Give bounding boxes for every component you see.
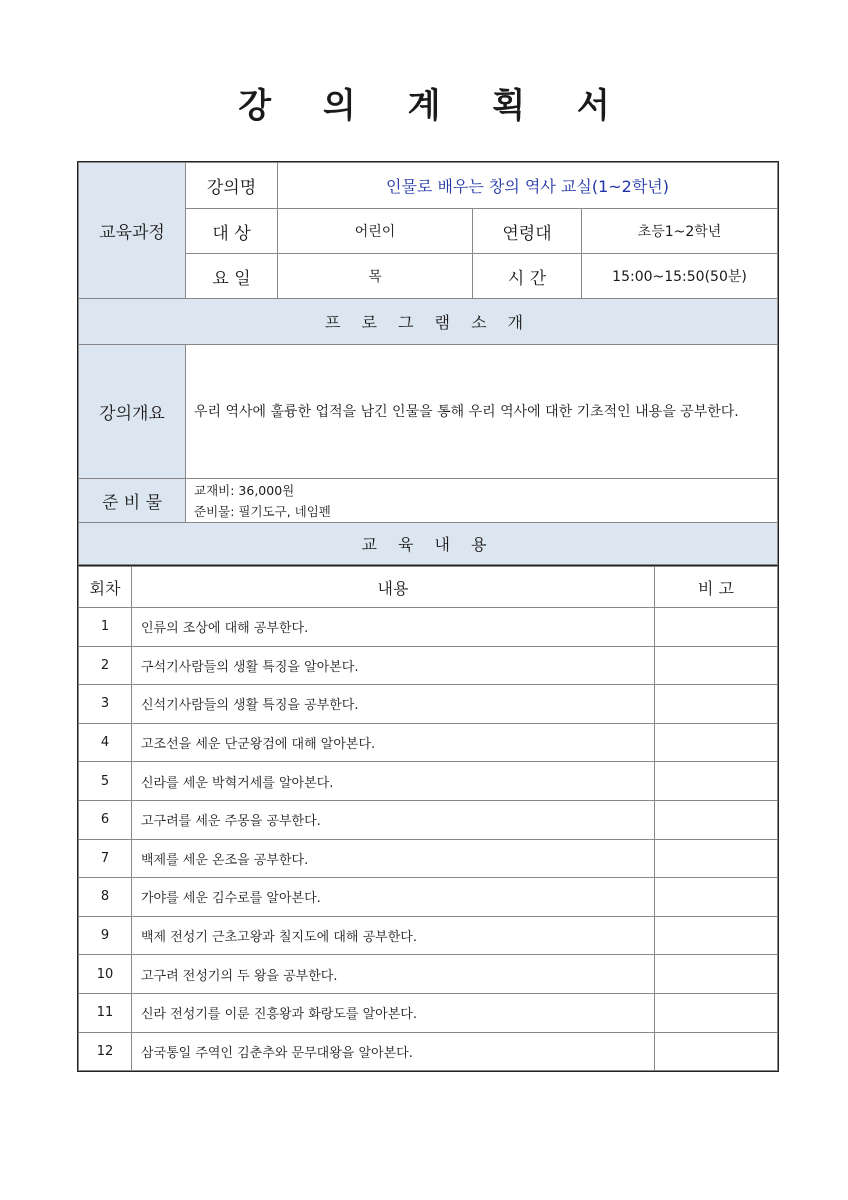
session-content: 신석기사람들의 생활 특징을 공부한다. xyxy=(132,685,655,724)
session-note xyxy=(655,800,778,839)
session-number: 3 xyxy=(79,685,132,724)
overview-text: 우리 역사에 훌륭한 업적을 남긴 인물을 통해 우리 역사에 대한 기초적인 내용을 공부한다. xyxy=(186,345,778,479)
time-label: 시 간 xyxy=(473,254,582,299)
session-note xyxy=(655,608,778,647)
col-session: 회차 xyxy=(79,567,132,608)
prep-line-fee: 교재비: 36,000원 xyxy=(194,482,295,498)
day-value: 목 xyxy=(278,254,473,299)
prep-line-materials: 준비물: 필기도구, 네임펜 xyxy=(194,503,331,519)
session-number: 1 xyxy=(79,608,132,647)
session-content: 신라 전성기를 이룬 진흥왕과 화랑도를 알아본다. xyxy=(132,993,655,1032)
session-note xyxy=(655,878,778,917)
session-content: 인류의 조상에 대해 공부한다. xyxy=(132,608,655,647)
target-label: 대 상 xyxy=(186,209,278,254)
table-row xyxy=(79,608,778,647)
col-note: 비 고 xyxy=(655,567,778,608)
session-number: 4 xyxy=(79,723,132,762)
course-section-label: 교육과정 xyxy=(79,163,186,299)
prep-text xyxy=(186,479,778,523)
age-value: 초등1~2학년 xyxy=(582,209,778,254)
session-number: 7 xyxy=(79,839,132,878)
course-name-label: 강의명 xyxy=(186,163,278,209)
col-content: 내용 xyxy=(132,567,655,608)
table-row xyxy=(79,723,778,762)
session-number: 11 xyxy=(79,993,132,1032)
table-row xyxy=(79,646,778,685)
session-number: 12 xyxy=(79,1032,132,1071)
table-row xyxy=(79,762,778,801)
session-number: 5 xyxy=(79,762,132,801)
table-row xyxy=(79,878,778,917)
prep-label: 준 비 물 xyxy=(79,479,186,523)
curriculum-table xyxy=(78,566,778,1071)
session-note xyxy=(655,993,778,1032)
table-row xyxy=(79,1032,778,1071)
table-row xyxy=(79,993,778,1032)
session-content: 고구려 전성기의 두 왕을 공부한다. xyxy=(132,955,655,994)
table-row xyxy=(79,800,778,839)
session-number: 2 xyxy=(79,646,132,685)
session-note xyxy=(655,685,778,724)
table-row xyxy=(79,685,778,724)
session-content: 고조선을 세운 단군왕검에 대해 알아본다. xyxy=(132,723,655,762)
age-label: 연령대 xyxy=(473,209,582,254)
day-label: 요 일 xyxy=(186,254,278,299)
session-content: 백제 전성기 근초고왕과 칠지도에 대해 공부한다. xyxy=(132,916,655,955)
target-value: 어린이 xyxy=(278,209,473,254)
session-note xyxy=(655,646,778,685)
overview-label: 강의개요 xyxy=(79,345,186,479)
time-value: 15:00~15:50(50분) xyxy=(582,254,778,299)
session-content: 구석기사람들의 생활 특징을 알아본다. xyxy=(132,646,655,685)
session-note xyxy=(655,1032,778,1071)
session-number: 8 xyxy=(79,878,132,917)
program-header: 프 로 그 램 소 개 xyxy=(79,299,778,345)
session-note xyxy=(655,839,778,878)
curriculum-header: 교 육 내 용 xyxy=(79,523,778,565)
session-note xyxy=(655,762,778,801)
session-content: 삼국통일 주역인 김춘추와 문무대왕을 알아본다. xyxy=(132,1032,655,1071)
course-name-value: 인물로 배우는 창의 역사 교실(1~2학년) xyxy=(278,163,778,209)
session-note xyxy=(655,723,778,762)
session-content: 신라를 세운 박혁거세를 알아본다. xyxy=(132,762,655,801)
session-content: 고구려를 세운 주몽을 공부한다. xyxy=(132,800,655,839)
session-content: 가야를 세운 김수로를 알아본다. xyxy=(132,878,655,917)
session-note xyxy=(655,955,778,994)
table-row xyxy=(79,839,778,878)
document-title: 강 의 계 획 서 xyxy=(238,86,630,126)
session-note xyxy=(655,916,778,955)
session-number: 6 xyxy=(79,800,132,839)
course-info-table xyxy=(78,162,778,565)
table-row xyxy=(79,955,778,994)
session-number: 10 xyxy=(79,955,132,994)
table-row xyxy=(79,916,778,955)
session-content: 백제를 세운 온조을 공부한다. xyxy=(132,839,655,878)
session-number: 9 xyxy=(79,916,132,955)
